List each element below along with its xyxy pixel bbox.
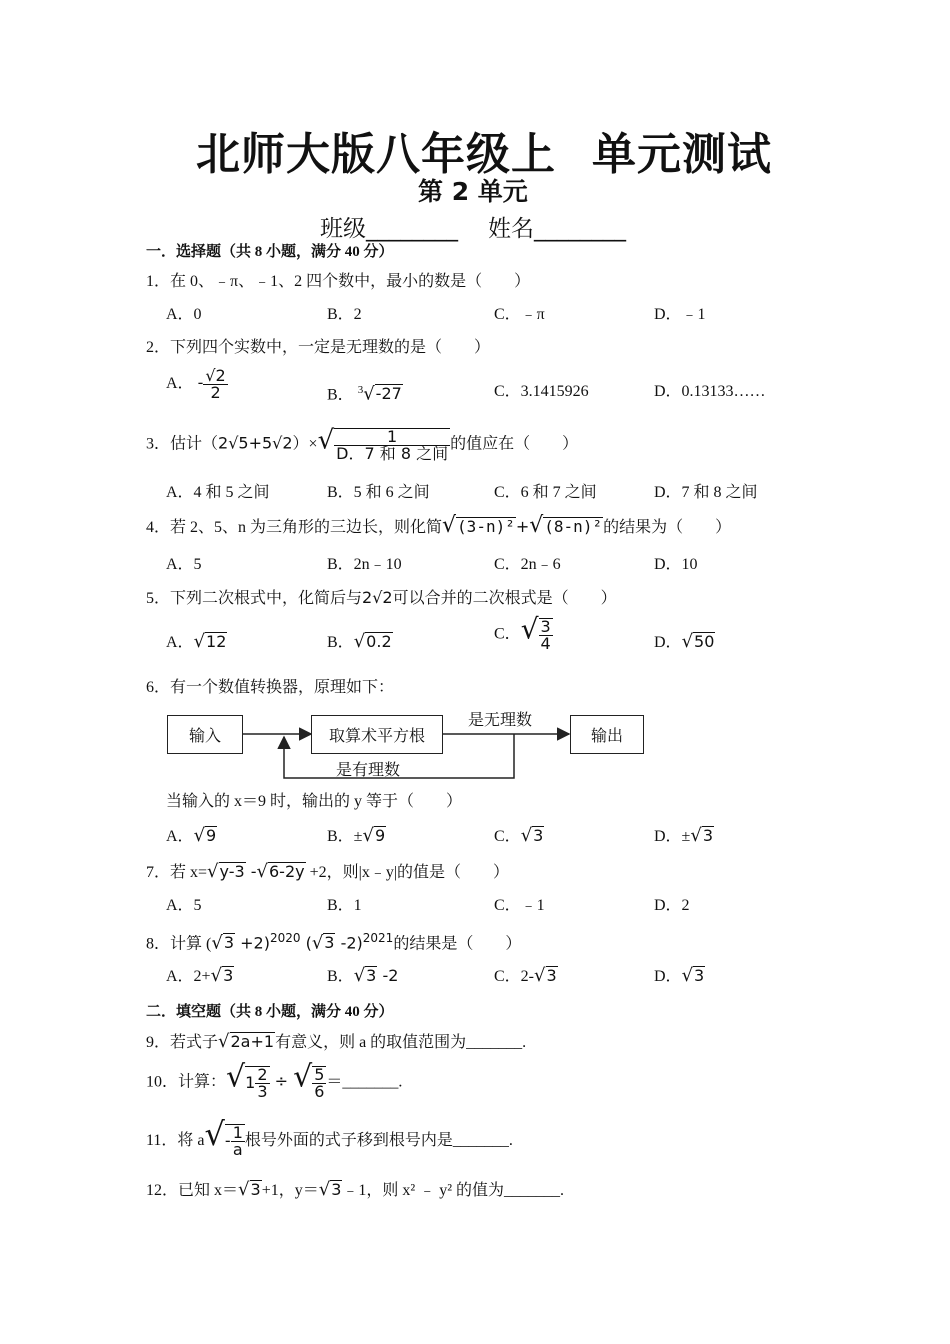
q10-denominator-1: 3 bbox=[257, 1082, 268, 1101]
q8-tail: 的结果是（ ） bbox=[393, 935, 522, 953]
q2-b-label: B． bbox=[327, 386, 354, 404]
q8-part-2: ( bbox=[300, 933, 312, 953]
q7-radicand-2: 6-2y bbox=[269, 862, 305, 881]
q8-option-c: C．2-√3 bbox=[494, 965, 557, 986]
q6-option-c: C．√3 bbox=[494, 825, 544, 846]
q5-option-d: D．√50 bbox=[654, 631, 715, 652]
q2-b-radicand: -27 bbox=[375, 384, 402, 404]
q7-prefix: 7．若 x= bbox=[146, 864, 208, 881]
q5-a-radicand: 12 bbox=[206, 632, 227, 651]
q12-part-1: 12．已知 x＝ bbox=[146, 1182, 239, 1199]
q6-option-b: B．±√9 bbox=[327, 825, 386, 846]
q7-option-d: D．2 bbox=[654, 897, 690, 914]
q8-a-label: A．2+ bbox=[166, 968, 211, 985]
q9-prefix: 9．若式子 bbox=[146, 1034, 219, 1051]
q11-numerator: 1 bbox=[232, 1123, 243, 1143]
q6-option-a: A．√9 bbox=[166, 825, 217, 846]
q5-option-c: C．√ $\frac{3}{4}$ bbox=[494, 612, 551, 653]
q2-option-c: C．3.1415926 bbox=[494, 383, 589, 400]
flow-label-rational: 是有理数 bbox=[336, 760, 401, 779]
q12-part-2: +1，y＝ bbox=[261, 1182, 319, 1199]
q4-option-c: C．2n﹣6 bbox=[494, 556, 561, 573]
q4-tail: 的结果为（ ） bbox=[603, 519, 732, 536]
q6-d-label: D．± bbox=[654, 828, 691, 845]
q4-radicand-2: (8-n)² bbox=[544, 517, 603, 536]
q8-prefix: 8．计算 ( bbox=[146, 935, 212, 953]
q5-d-radicand: 50 bbox=[694, 632, 715, 651]
q6-b-radicand: 9 bbox=[374, 826, 386, 845]
class-field: 班级________ bbox=[320, 216, 458, 242]
q10-tail: ＝_______. bbox=[326, 1073, 403, 1091]
q10-numerator-2: 5 bbox=[314, 1065, 325, 1084]
q3-option-a: A．4 和 5 之间 bbox=[166, 484, 270, 501]
section-heading-choice: 一．选择题（共 8 小题，满分 40 分） bbox=[146, 244, 394, 260]
q6-a-radicand: 9 bbox=[206, 826, 217, 845]
q5-tail: 可以合并的二次根式是（ ） bbox=[392, 590, 617, 607]
q9-tail: 有意义，则 a 的取值范围为_______. bbox=[275, 1034, 527, 1051]
q8-option-a: A．2+√3 bbox=[166, 965, 234, 986]
question-6: 6．有一个数值转换器，原理如下： bbox=[146, 679, 395, 696]
q5-c-label: C． bbox=[494, 625, 521, 643]
q7-tail: +2，则|x﹣y|的值是（ ） bbox=[305, 864, 510, 881]
q1-option-a: A．0 bbox=[166, 306, 202, 323]
q7-radicand-1: y-3 bbox=[219, 862, 245, 881]
q8-b-radicand: 3 bbox=[366, 966, 377, 985]
question-11: 11．将 a√- $\frac{1}{a}$ 根号外面的式子移到根号内是_______. bbox=[146, 1115, 513, 1160]
name-field: 姓名________ bbox=[488, 216, 626, 242]
q8-c-label: C．2- bbox=[494, 968, 535, 985]
q6-b-label: B．± bbox=[327, 828, 363, 845]
q6-a-label: A． bbox=[166, 828, 194, 845]
question-7: 7．若 x=√y-3 -√6-2y +2，则|x﹣y|的值是（ ） bbox=[146, 861, 510, 882]
q7-option-c: C．﹣1 bbox=[494, 897, 545, 914]
q10-numerator-1: 2 bbox=[257, 1065, 268, 1084]
q8-part-1: +2) bbox=[235, 933, 270, 953]
q8-exponent-2: 2021 bbox=[362, 931, 394, 945]
q7-option-b: B．1 bbox=[327, 897, 362, 914]
q2-a-label: A． bbox=[166, 375, 194, 393]
q4-radicand-1: (3-n)² bbox=[457, 517, 515, 536]
q2-option-b: B． $^3$√-27 bbox=[327, 383, 402, 405]
q12-radicand-2: 3 bbox=[331, 1180, 342, 1199]
q6-d-radicand: 3 bbox=[702, 826, 714, 845]
q2-a-numerator: √2 bbox=[205, 366, 226, 385]
question-9: 9．若式子√2a+1有意义，则 a 的取值范围为_______. bbox=[146, 1031, 527, 1052]
q8-radicand-2: 3 bbox=[324, 933, 335, 953]
q8-d-label: D． bbox=[654, 968, 682, 985]
question-4: 4．若 2、5、n 为三角形的三边长，则化简√(3-n)²+√(8-n)²的结果为（ ） bbox=[146, 513, 732, 538]
q4-plus: + bbox=[515, 517, 530, 536]
q6-c-radicand: 3 bbox=[533, 826, 544, 845]
q1-option-d: D．﹣1 bbox=[654, 306, 706, 323]
q8-a-radicand: 3 bbox=[223, 966, 234, 985]
question-2: 2．下列四个实数中，一定是无理数的是（ ） bbox=[146, 339, 491, 356]
q11-negative: - bbox=[224, 1131, 231, 1151]
q6-condition: 当输入的 x＝9 时，输出的 y 等于（ ） bbox=[166, 793, 463, 810]
q5-b-radicand: 0.2 bbox=[366, 632, 392, 651]
q7-option-a: A．5 bbox=[166, 897, 202, 914]
q10-divide: ÷ bbox=[269, 1071, 294, 1091]
q11-prefix: 11．将 a bbox=[146, 1132, 205, 1149]
q5-prefix: 5．下列二次根式中，化简后与 bbox=[146, 590, 363, 607]
q3-times: ）× bbox=[292, 435, 318, 453]
q8-b-label: B． bbox=[327, 968, 354, 985]
q8-d-radicand: 3 bbox=[694, 966, 705, 985]
section-heading-fill: 二．填空题（共 8 小题，满分 40 分） bbox=[146, 1004, 394, 1020]
q10-whole: 1 bbox=[245, 1073, 256, 1092]
q6-option-d: D．±√3 bbox=[654, 825, 714, 846]
q3-expression: 2√5+5√2 bbox=[218, 433, 293, 453]
q2-b-root-index: 3 bbox=[357, 384, 364, 396]
q5-b-label: B． bbox=[327, 634, 354, 651]
question-12: 12．已知 x＝√3+1，y＝√3﹣1，则 x² ﹣ y² 的值为_______. bbox=[146, 1179, 564, 1200]
q5-expression: 2√2 bbox=[362, 588, 393, 607]
document-title-right: 单元测试 bbox=[592, 129, 772, 180]
q9-radicand: 2a+1 bbox=[230, 1032, 275, 1051]
document-title-left: 北师大版八年级上 bbox=[196, 129, 556, 180]
q8-option-d: D．√3 bbox=[654, 965, 705, 986]
q2-option-d: D．0.13133…… bbox=[654, 383, 766, 400]
q10-prefix: 10．计算： bbox=[146, 1073, 227, 1091]
flow-box-output: 输出 bbox=[570, 715, 644, 754]
q1-option-b: B．2 bbox=[327, 306, 362, 323]
flow-box-input: 输入 bbox=[167, 715, 243, 754]
q3-option-b: B．5 和 6 之间 bbox=[327, 484, 430, 501]
q4-prefix: 4．若 2、5、n 为三角形的三边长，则化简 bbox=[146, 519, 443, 536]
q8-radicand-1: 3 bbox=[223, 933, 235, 953]
q4-option-d: D．10 bbox=[654, 556, 698, 573]
q8-option-b: B．√3 -2 bbox=[327, 965, 399, 986]
question-1: 1．在 0、﹣π、﹣1、2 四个数中，最小的数是（ ） bbox=[146, 273, 531, 290]
q5-option-b: B．√0.2 bbox=[327, 631, 392, 652]
flow-label-irrational: 是无理数 bbox=[468, 710, 533, 729]
question-8: 8．计算 $(√3 +2)^{2020}$ (√3 -2)$^{2021}$的结果是（ ） bbox=[146, 931, 522, 954]
q8-c-radicand: 3 bbox=[546, 966, 557, 985]
q8-part-3: -2) bbox=[335, 933, 363, 953]
q11-tail: 根号外面的式子移到根号内是_______. bbox=[244, 1132, 513, 1149]
q5-d-label: D． bbox=[654, 634, 682, 651]
q5-a-label: A． bbox=[166, 634, 194, 651]
q5-c-denominator: 4 bbox=[540, 634, 551, 653]
q4-option-b: B．2n﹣10 bbox=[327, 556, 402, 573]
q3-option-c: C．6 和 7 之间 bbox=[494, 484, 597, 501]
q3-denominator: D．7 和 8 之间 bbox=[336, 444, 449, 463]
q2-a-denominator: 2 bbox=[210, 383, 221, 402]
q8-b-suffix: -2 bbox=[377, 966, 399, 985]
q3-option-d: D．7 和 8 之间 bbox=[654, 484, 758, 501]
q5-c-numerator: 3 bbox=[540, 617, 551, 636]
q2-option-a: A． - $\frac{√2}{2}$ bbox=[166, 366, 226, 402]
q1-option-c: C．﹣π bbox=[494, 306, 545, 323]
flow-box-sqrt: 取算术平方根 bbox=[311, 715, 443, 754]
question-3: 3．估计（2√5+5√2）×√ $\frac{1}{\text{D．7 和 8 之间}}$ 的值应在（ ） bbox=[146, 425, 579, 463]
q12-radicand-1: 3 bbox=[250, 1180, 261, 1199]
question-10: 10．计算：√1 $\frac{2}{3}$ ÷ √ $\frac{5}{6}$ ＝_______. bbox=[146, 1059, 403, 1101]
q7-minus: - bbox=[245, 862, 257, 881]
unit-subtitle: 第 2 单元 bbox=[418, 177, 528, 206]
q8-exponent-1: 2020 bbox=[269, 931, 301, 945]
q6-c-label: C． bbox=[494, 828, 521, 845]
q3-numerator: 1 bbox=[334, 429, 450, 446]
q4-option-a: A．5 bbox=[166, 556, 202, 573]
q11-denominator: a bbox=[232, 1140, 243, 1160]
q3-tail: 的值应在（ ） bbox=[450, 435, 579, 453]
q3-prefix: 3．估计（ bbox=[146, 435, 219, 453]
q12-part-3: ﹣1，则 x² ﹣ y² 的值为_______. bbox=[342, 1182, 564, 1199]
q5-option-a: A．√12 bbox=[166, 631, 227, 652]
q10-denominator-2: 6 bbox=[314, 1082, 325, 1101]
